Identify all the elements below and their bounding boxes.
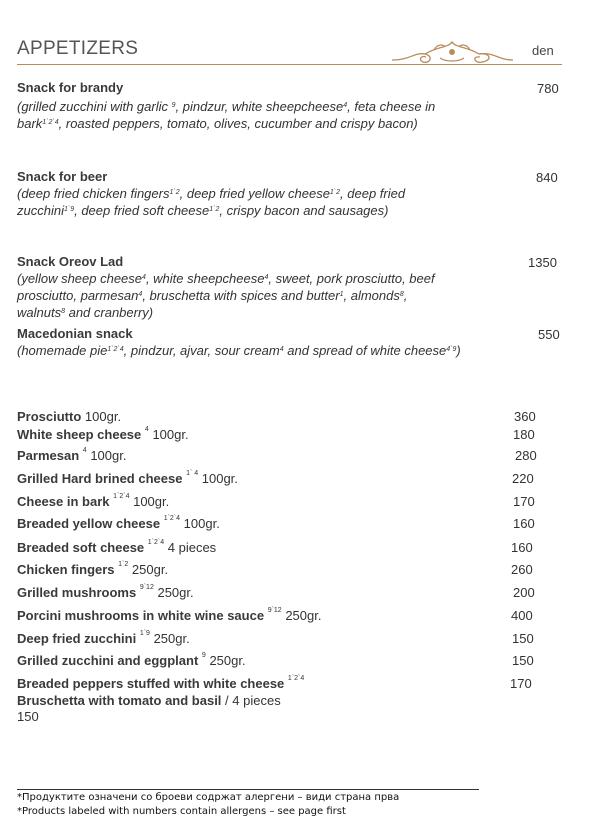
allergen-code: 1`2 (118, 561, 129, 568)
item-name: Bruschetta with tomato and basil (17, 693, 222, 708)
allergen-code: 1`2`4 (113, 493, 130, 500)
list-item (17, 427, 189, 442)
featured-item-name: Snack for brandy (17, 80, 124, 95)
section-title: APPETIZERS (17, 38, 139, 59)
item-price: 360 (514, 409, 536, 424)
list-item (17, 676, 304, 691)
item-qty: 100gr. (84, 409, 122, 424)
item-name: Breaded peppers stuffed with white cheese (17, 676, 285, 691)
item-name: Cheese in bark (17, 494, 110, 509)
item-qty: / 4 pieces (225, 693, 281, 708)
list-item (17, 653, 246, 668)
item-name: Grilled zucchini and eggplant (17, 653, 199, 668)
featured-item-description: (yellow sheep cheese$^4$, white sheepcheese$^4$, sweet, pork prosciutto, beef prosciutto, parmesan$^4$, bruschetta with spices and butter$^1$, almonds$^8$, walnuts$^8$ and cranberry) (17, 271, 435, 320)
item-price: 170 (510, 676, 532, 691)
list-item (17, 562, 168, 577)
list-item (17, 448, 126, 463)
item-name: Chicken fingers (17, 562, 115, 577)
allergen-code: 1`2`4 (163, 515, 181, 522)
item-price: 260 (511, 562, 533, 577)
item-name: Porcini mushrooms in white wine sauce (17, 608, 265, 623)
featured-item-name: Snack for beer (17, 169, 108, 184)
item-price: 160 (511, 540, 533, 555)
featured-item-price: 840 (536, 170, 558, 185)
currency-label: den (532, 43, 554, 58)
featured-item-description: (deep fried chicken fingers$^{1`2}$, deep fried yellow cheese$^{1`2}$, deep fried zucchini$^{1`9}$, deep fried soft cheese$^{1`2}$, crispy bacon and sausages) (17, 186, 406, 218)
item-qty: 100gr. (133, 494, 170, 509)
featured-item-price: 550 (538, 327, 560, 342)
item-qty: 250gr. (131, 562, 169, 577)
item-price: 220 (512, 471, 534, 486)
item-price: 400 (511, 608, 533, 623)
item-name: Breaded soft cheese (17, 540, 145, 555)
allergen-code: 1`2`4 (287, 675, 305, 682)
item-price: 170 (513, 494, 535, 509)
allergen-code: 9`12 (267, 607, 282, 614)
footer-divider (17, 789, 479, 790)
item-name: Grilled Hard brined cheese (17, 471, 183, 486)
item-price: 150 (512, 631, 534, 646)
allergen-note-mk: *Продуктите означени со броеви содржат алергени – види страна прва (17, 792, 400, 803)
featured-item-price: 1350 (528, 255, 557, 270)
featured-item-description: (grilled zucchini with garlic $^9$, pindzur, white sheepcheese$^4$, feta cheese in bark$^{1`2`4}$, roasted peppers, tomato, olives, cucumber and crispy bacon) (17, 99, 436, 131)
featured-item-price: 780 (537, 81, 559, 96)
item-name: Deep fried zucchini (17, 631, 137, 646)
allergen-code: 4 (144, 426, 149, 433)
item-qty: 250gr. (157, 585, 194, 600)
allergen-code: 9`12 (139, 584, 154, 591)
list-item (17, 585, 194, 600)
allergen-note-en: *Products labeled with numbers contain allergens – see page first (17, 806, 346, 817)
item-qty: 4 pieces (167, 540, 217, 555)
item-name: Grilled mushrooms (17, 585, 137, 600)
item-name: Prosciutto (17, 409, 82, 424)
allergen-code: 4 (82, 447, 87, 454)
list-item (17, 631, 190, 646)
item-price: 180 (513, 427, 535, 442)
item-name: Breaded yellow cheese (17, 516, 161, 531)
item-price: 280 (515, 448, 537, 463)
allergen-code: 1`2`4 (147, 539, 165, 546)
allergen-code: 1`9 (139, 630, 150, 637)
item-qty: 100gr. (201, 471, 238, 486)
item-name: White sheep cheese (17, 427, 142, 442)
item-qty: 100gr. (90, 448, 127, 463)
featured-item-name: Snack Oreov Lad (17, 254, 124, 269)
header-divider (17, 64, 562, 65)
allergen-code: 9 (201, 652, 206, 659)
item-price: 160 (513, 516, 535, 531)
list-item (17, 540, 216, 555)
item-qty: 100gr. (152, 427, 189, 442)
allergen-code: 1` 4 (186, 470, 199, 477)
item-qty: 250gr. (285, 608, 322, 623)
item-price: 150 (17, 709, 39, 724)
featured-item-description: (homemade pie$^{1`2`4}$, pindzur, ajvar, sour cream$^4$ and spread of white cheese$^{4`9}$) (17, 343, 461, 358)
item-qty: 250gr. (209, 653, 246, 668)
item-qty: 250gr. (153, 631, 190, 646)
item-name: Parmesan (17, 448, 80, 463)
featured-item-name: Macedonian snack (17, 326, 133, 341)
item-qty: 100gr. (183, 516, 220, 531)
list-item (17, 608, 321, 623)
list-item (17, 409, 121, 424)
list-item-bruschetta (17, 693, 281, 708)
list-item (17, 471, 238, 486)
list-item (17, 494, 169, 509)
item-price: 200 (513, 585, 535, 600)
item-price: 150 (512, 653, 534, 668)
list-item (17, 516, 220, 531)
